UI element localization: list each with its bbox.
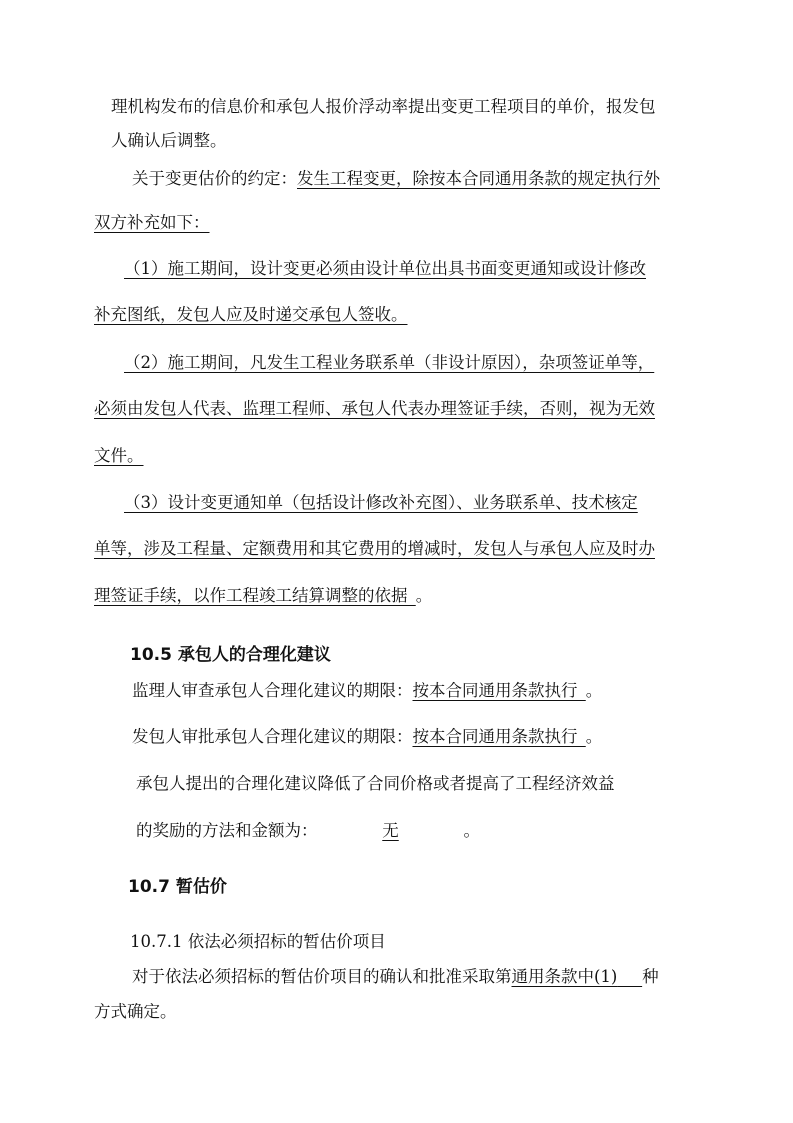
item3-line-3-text: 理签证手续，以作工程竣工结算调整的依据 xyxy=(94,586,408,605)
intro-line-1: 理机构发布的信息价和承包人报价浮动率提出变更工程项目的单价，报发包 xyxy=(111,97,656,116)
item3-line-2: 单等，涉及工程量、定额费用和其它费用的增减时，发包人与承包人应及时办 xyxy=(94,539,655,558)
tender-method-prefix: 对于依法必须招标的暂估价项目的确认和批准采取第 xyxy=(132,967,512,986)
reward-line-1: 承包人提出的合理化建议降低了合同价格或者提高了工程经济效益 xyxy=(136,774,615,793)
reward-line-2 xyxy=(136,820,480,842)
reward-end: 。 xyxy=(463,821,480,840)
item3-blank xyxy=(408,586,416,605)
section-10-7-heading: 10.7 暂估价 xyxy=(128,877,227,897)
tender-method-line-2: 方式确定。 xyxy=(94,1002,177,1021)
item3-line-3 xyxy=(94,585,432,607)
item3-end: 。 xyxy=(415,586,433,605)
employer-approval-label: 发包人审批承包人合理化建议的期限： xyxy=(132,727,413,746)
item2-line-3: 文件。 xyxy=(94,446,144,465)
change-estimate-text-1: 发生工程变更，除按本合同通用条款的规定执行外 xyxy=(297,169,660,188)
tender-method-value: 通用条款中(1) xyxy=(511,967,618,986)
supervisor-review-line xyxy=(132,680,602,702)
supervisor-review-value: 按本合同通用条款执行 xyxy=(412,681,578,700)
employer-approval-end: 。 xyxy=(585,727,603,746)
tender-method-suffix: 种 xyxy=(642,967,659,986)
employer-approval-line xyxy=(132,726,602,748)
change-estimate-text-2: 双方补充如下： xyxy=(94,213,210,232)
employer-approval-value: 按本合同通用条款执行 xyxy=(412,727,578,746)
reward-value: 无 xyxy=(382,821,399,840)
supervisor-review-label: 监理人审查承包人合理化建议的期限： xyxy=(132,681,413,700)
section-10-5-heading: 10.5 承包人的合理化建议 xyxy=(130,645,331,665)
reward-label: 的奖励的方法和金额为： xyxy=(136,821,318,840)
item2-line-1: （2）施工期间，凡发生工程业务联系单（非设计原因），杂项签证单等， xyxy=(124,353,655,372)
section-10-7-1-heading: 10.7.1 依法必须招标的暂估价项目 xyxy=(130,932,386,951)
item1-line-2: 补充图纸，发包人应及时递交承包人签收。 xyxy=(94,305,408,324)
item2-line-2: 必须由发包人代表、监理工程师、承包人代表办理签证手续，否则，视为无效 xyxy=(94,399,655,418)
change-estimate-line xyxy=(132,168,660,190)
supervisor-review-end: 。 xyxy=(585,681,603,700)
change-estimate-label: 关于变更估价的约定： xyxy=(132,169,297,188)
item3-line-1: （3）设计变更通知单（包括设计修改补充图）、业务联系单、技术核定 xyxy=(124,493,638,512)
item1-line-1: （1）施工期间，设计变更必须由设计单位出具书面变更通知或设计修改 xyxy=(124,259,646,278)
tender-method-line-1 xyxy=(132,966,659,988)
intro-line-2: 人确认后调整。 xyxy=(111,131,227,150)
